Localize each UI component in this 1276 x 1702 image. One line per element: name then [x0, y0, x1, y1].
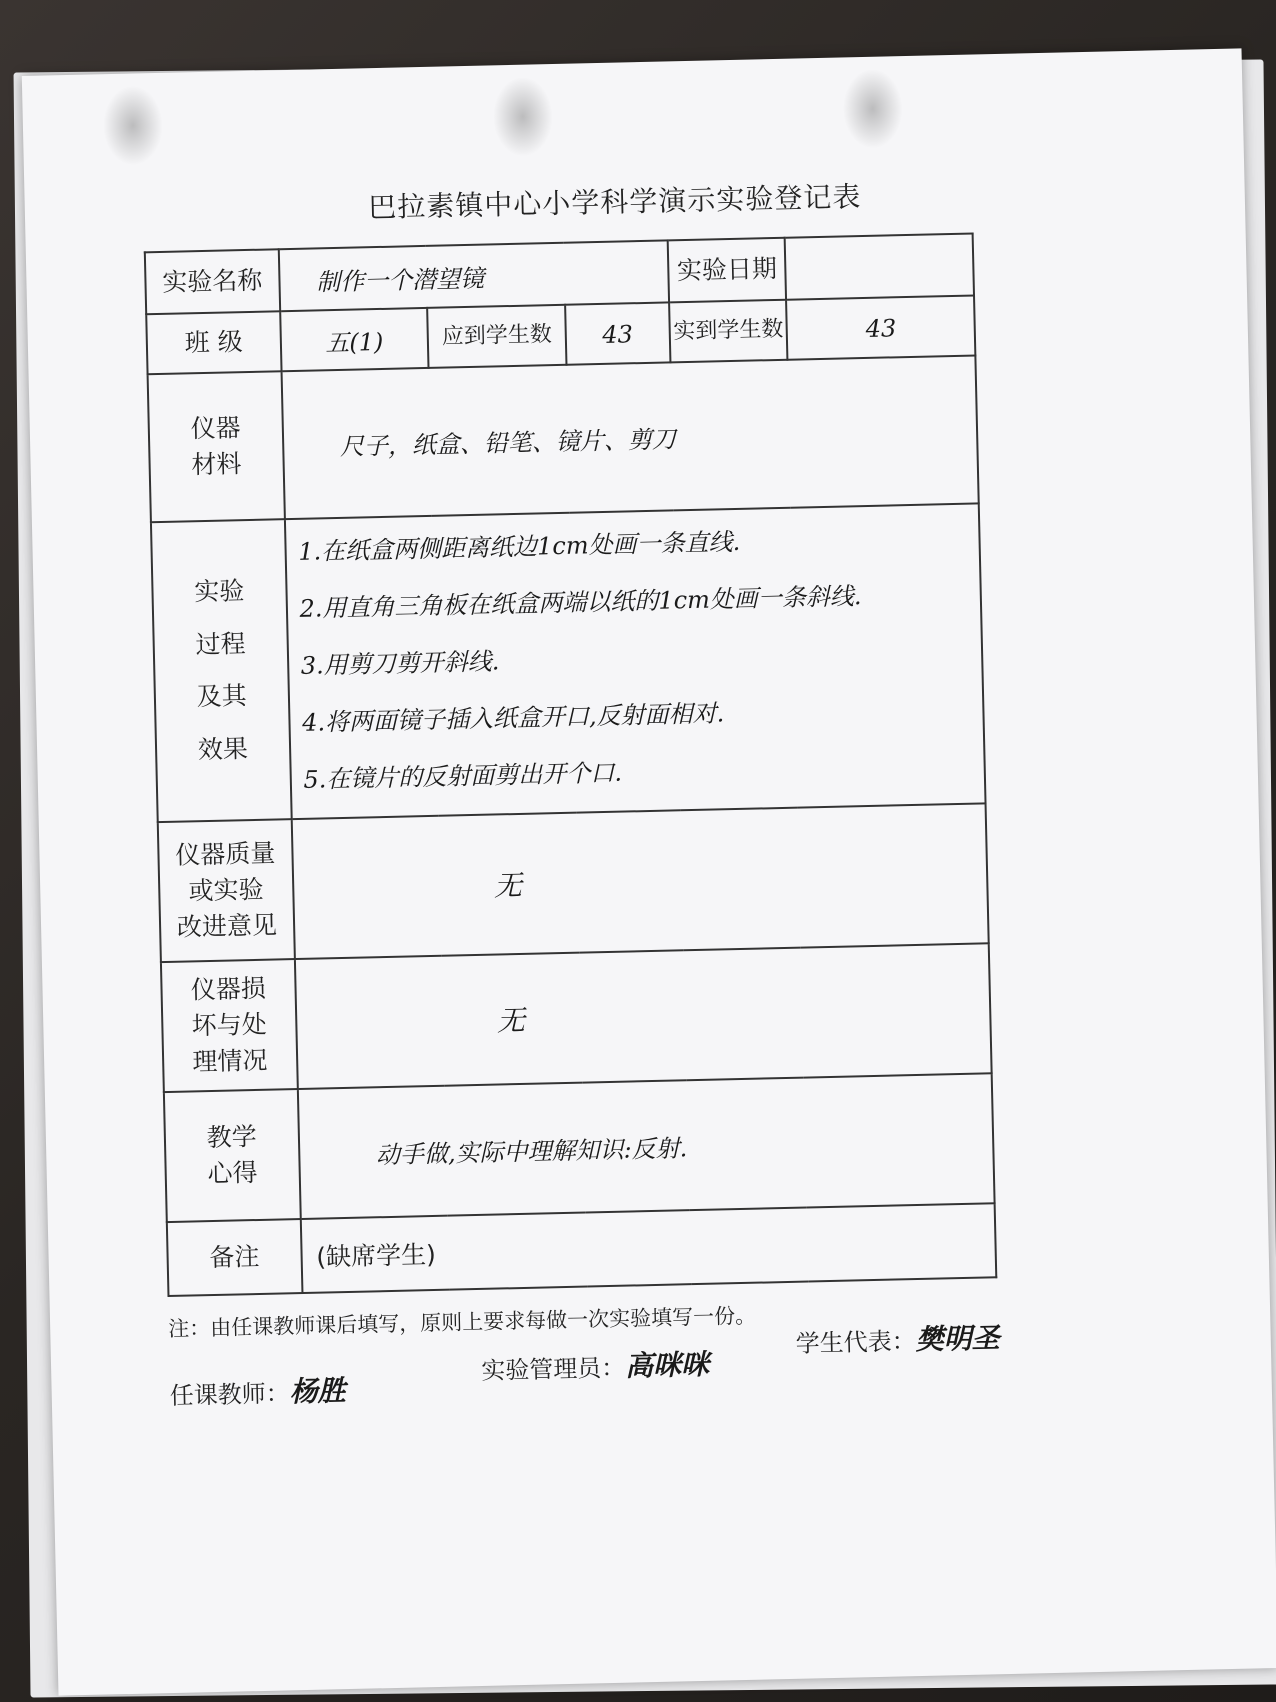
- label-damage-line1: 仪器损: [190, 973, 267, 1005]
- row-quality: [158, 803, 989, 962]
- label-damage-line2: 坏与处: [191, 1009, 267, 1041]
- label-actual-students: 实到学生数: [669, 300, 788, 363]
- label-quality: [158, 819, 295, 962]
- lab-manager-label: 实验管理员：: [480, 1353, 626, 1385]
- cell-remarks: [300, 1203, 996, 1293]
- process-step: 4.将两面镜子插入纸盒开口,反射面相对.: [301, 699, 725, 737]
- label-expected-students: 应到学生数: [427, 305, 566, 368]
- label-experiment-date: 实验日期: [667, 238, 786, 303]
- lab-manager-signature-block: [481, 1343, 710, 1388]
- student-rep-signature: 樊明圣: [915, 1321, 1001, 1357]
- label-damage-line3: 理情况: [192, 1045, 268, 1077]
- cell-process: [285, 503, 986, 819]
- form-title: 巴拉素镇中心小学科学演示实验登记表: [367, 180, 862, 225]
- cell-expected-students: [565, 302, 670, 364]
- value-experiment-name: 制作一个潜望镜: [315, 264, 485, 296]
- label-equipment-line1: 仪器: [190, 412, 241, 444]
- toner-smudge: [102, 85, 164, 166]
- value-expected-students: 43: [602, 319, 634, 349]
- student-rep-signature-block: [795, 1316, 1000, 1361]
- value-remarks: (缺席学生): [315, 1239, 437, 1272]
- label-equipment-line2: 材料: [191, 449, 242, 480]
- toner-smudge: [842, 68, 904, 149]
- registration-form-sheet: [22, 48, 1276, 1695]
- row-damage: [161, 943, 992, 1092]
- process-step: 3.用剪刀剪开斜线.: [300, 647, 500, 680]
- cell-quality: [291, 803, 988, 959]
- cell-damage: [295, 943, 992, 1089]
- label-process-line1: 实验: [193, 576, 245, 607]
- cell-class: [280, 308, 429, 371]
- value-actual-students: 43: [865, 313, 897, 343]
- student-rep-label: 学生代表：: [795, 1327, 917, 1358]
- label-experiment-name: 实验名称: [145, 249, 280, 314]
- label-process-line2: 过程: [195, 628, 246, 659]
- value-class: 五(1): [325, 327, 384, 357]
- value-reflection: 动手做,实际中理解知识:反射.: [375, 1133, 688, 1169]
- row-reflection: [164, 1073, 995, 1222]
- footer-note: 注：由任课教师课后填写，原则上要求每做一次实验填写一份。: [167, 1303, 757, 1342]
- label-process: [151, 519, 291, 822]
- teacher-signature: 杨胜: [289, 1374, 347, 1409]
- value-quality-opinion: 无: [493, 868, 523, 903]
- label-reflection: [164, 1089, 301, 1222]
- teacher-signature-block: [169, 1369, 346, 1413]
- experiment-form-table: [144, 232, 998, 1297]
- lab-manager-signature: 高咪咪: [624, 1347, 710, 1383]
- cell-equipment: [281, 355, 979, 519]
- value-experiment-date: [785, 234, 974, 300]
- value-damage-handling: 无: [496, 1003, 526, 1038]
- value-equipment: 尺子，纸盒、铅笔、镜片、剪刀: [339, 424, 677, 461]
- label-reflection-line2: 心得: [207, 1157, 258, 1189]
- label-class: 班 级: [146, 311, 281, 374]
- row-process: [151, 503, 986, 822]
- teacher-label: 任课教师：: [169, 1379, 291, 1411]
- cell-actual-students: [786, 296, 975, 360]
- process-step: 1.在纸盒两侧距离纸边1cm处画一条直线.: [297, 527, 741, 566]
- cell-experiment-name: [278, 240, 668, 311]
- label-reflection-line1: 教学: [206, 1121, 258, 1152]
- process-step: 5.在镜片的反射面剪出开个口.: [303, 758, 623, 794]
- label-process-line3: 及其: [196, 681, 248, 712]
- label-quality-line3: 改进意见: [176, 910, 278, 942]
- process-step: 2.用直角三角板在纸盒两端以纸的1cm处画一条斜线.: [299, 582, 862, 623]
- cell-reflection: [297, 1073, 994, 1219]
- label-equipment: [148, 371, 285, 522]
- toner-smudge: [492, 76, 554, 157]
- label-damage: [161, 959, 298, 1092]
- label-quality-line2: 或实验: [188, 874, 264, 906]
- label-quality-line1: 仪器质量: [174, 838, 276, 870]
- row-equipment: [148, 355, 979, 522]
- label-remarks: 备注: [167, 1219, 302, 1296]
- label-process-line4: 效果: [197, 733, 249, 764]
